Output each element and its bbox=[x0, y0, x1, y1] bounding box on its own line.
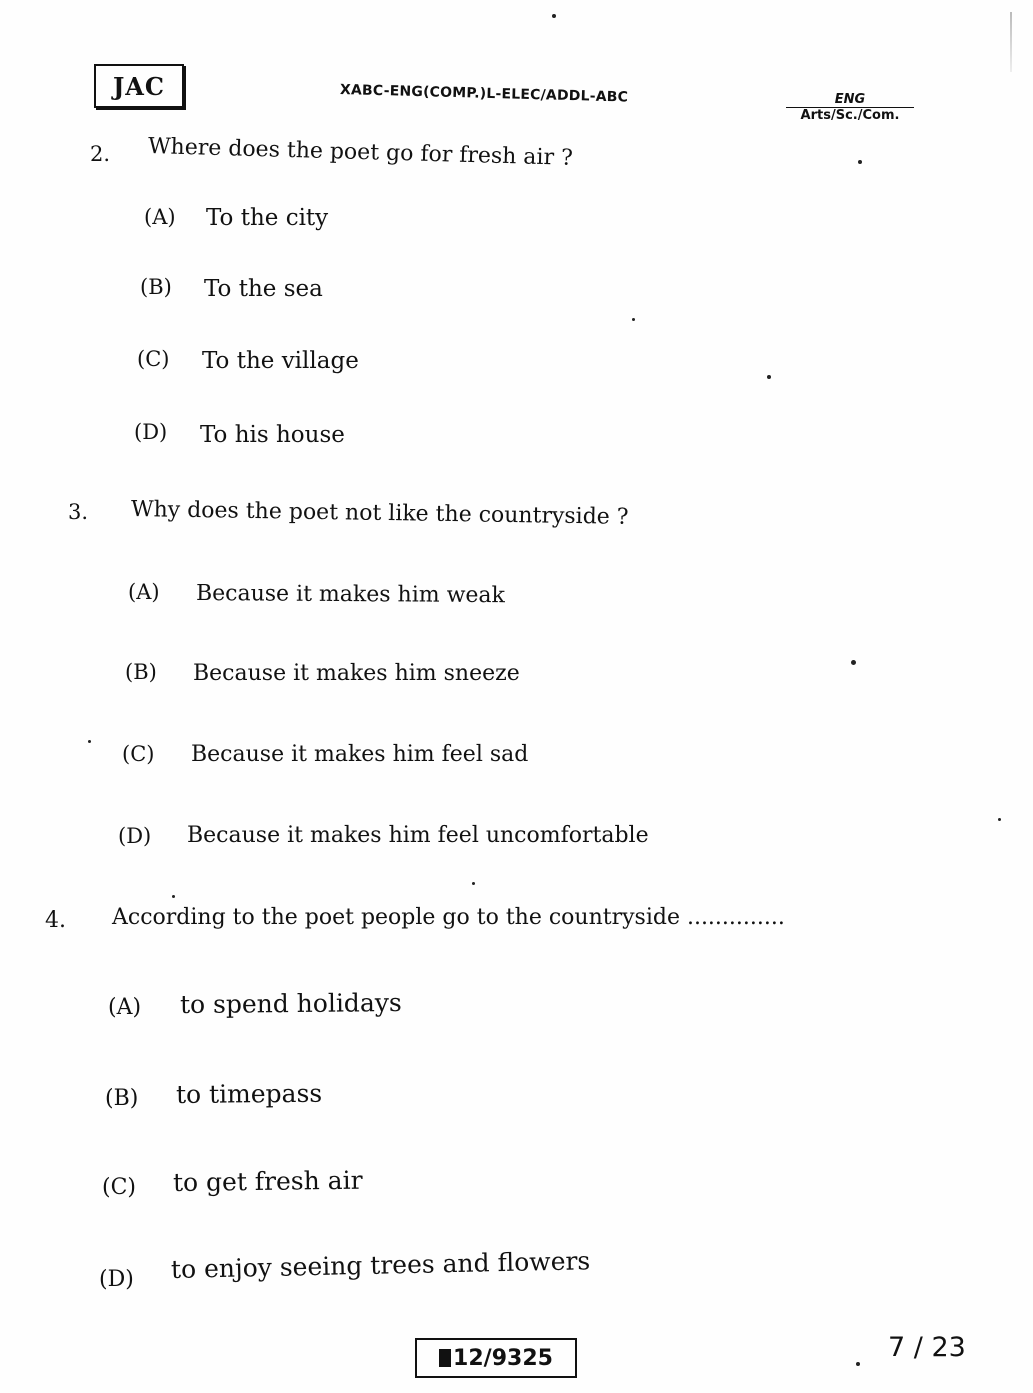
scan-speck bbox=[172, 895, 175, 898]
paper-serial-box bbox=[415, 1338, 577, 1378]
option-text: To his house bbox=[200, 422, 345, 448]
option-letter: (D) bbox=[134, 420, 168, 444]
option-text: Because it makes him feel sad bbox=[191, 742, 529, 767]
paper-serial: 12/9325 bbox=[453, 1345, 553, 1371]
option-letter: (C) bbox=[102, 1175, 136, 1200]
option-text: to enjoy seeing trees and flowers bbox=[170, 1246, 591, 1284]
option-letter: (B) bbox=[125, 660, 157, 684]
option-letter: (A) bbox=[108, 995, 142, 1020]
option-text: to spend holidays bbox=[179, 988, 402, 1019]
scan-speck bbox=[856, 1362, 860, 1366]
scan-edge-mark bbox=[1010, 12, 1012, 72]
paper-code: XABC-ENG(COMP.)L-ELEC/ADDL-ABC bbox=[339, 82, 629, 106]
option-letter: (C) bbox=[137, 347, 170, 371]
option-letter: (D) bbox=[99, 1267, 134, 1292]
option-letter: (A) bbox=[144, 205, 176, 229]
page-number: 7 / 23 bbox=[888, 1332, 966, 1363]
subject-label bbox=[786, 92, 914, 123]
scan-speck bbox=[88, 740, 91, 743]
scan-speck bbox=[858, 160, 862, 164]
option-letter: (C) bbox=[122, 742, 155, 766]
option-letter: (B) bbox=[140, 275, 172, 299]
question-number: 3. bbox=[68, 500, 89, 524]
question-number: 2. bbox=[90, 142, 111, 166]
filled-square-icon bbox=[439, 1349, 451, 1367]
option-letter: (B) bbox=[105, 1086, 139, 1111]
option-text: To the city bbox=[206, 205, 329, 231]
option-text: Because it makes him sneeze bbox=[193, 661, 520, 686]
question-number: 4. bbox=[45, 908, 66, 933]
scan-speck bbox=[472, 882, 475, 885]
option-text: Because it makes him weak bbox=[195, 581, 506, 609]
scan-speck bbox=[998, 818, 1001, 821]
option-letter: (D) bbox=[118, 824, 152, 848]
option-text: to get fresh air bbox=[172, 1165, 363, 1197]
option-text: To the sea bbox=[204, 276, 323, 302]
jac-logo-text: JAC bbox=[112, 71, 166, 101]
scan-speck bbox=[552, 14, 556, 18]
scan-speck bbox=[632, 318, 635, 321]
scan-speck bbox=[767, 375, 771, 379]
jac-logo-box bbox=[94, 64, 184, 108]
option-text: To the village bbox=[202, 348, 359, 374]
question-text: According to the poet people go to the countryside .............. bbox=[112, 905, 785, 930]
question-text: Why does the poet not like the countryside ? bbox=[130, 497, 629, 530]
scan-speck bbox=[851, 660, 856, 665]
subject-streams: Arts/Sc./Com. bbox=[800, 108, 900, 123]
subject-top: ENG bbox=[786, 92, 914, 108]
option-text: Because it makes him feel uncomfortable bbox=[187, 823, 649, 848]
option-text: to timepass bbox=[175, 1078, 323, 1109]
option-letter: (A) bbox=[128, 580, 160, 604]
question-text: Where does the poet go for fresh air ? bbox=[147, 134, 574, 171]
